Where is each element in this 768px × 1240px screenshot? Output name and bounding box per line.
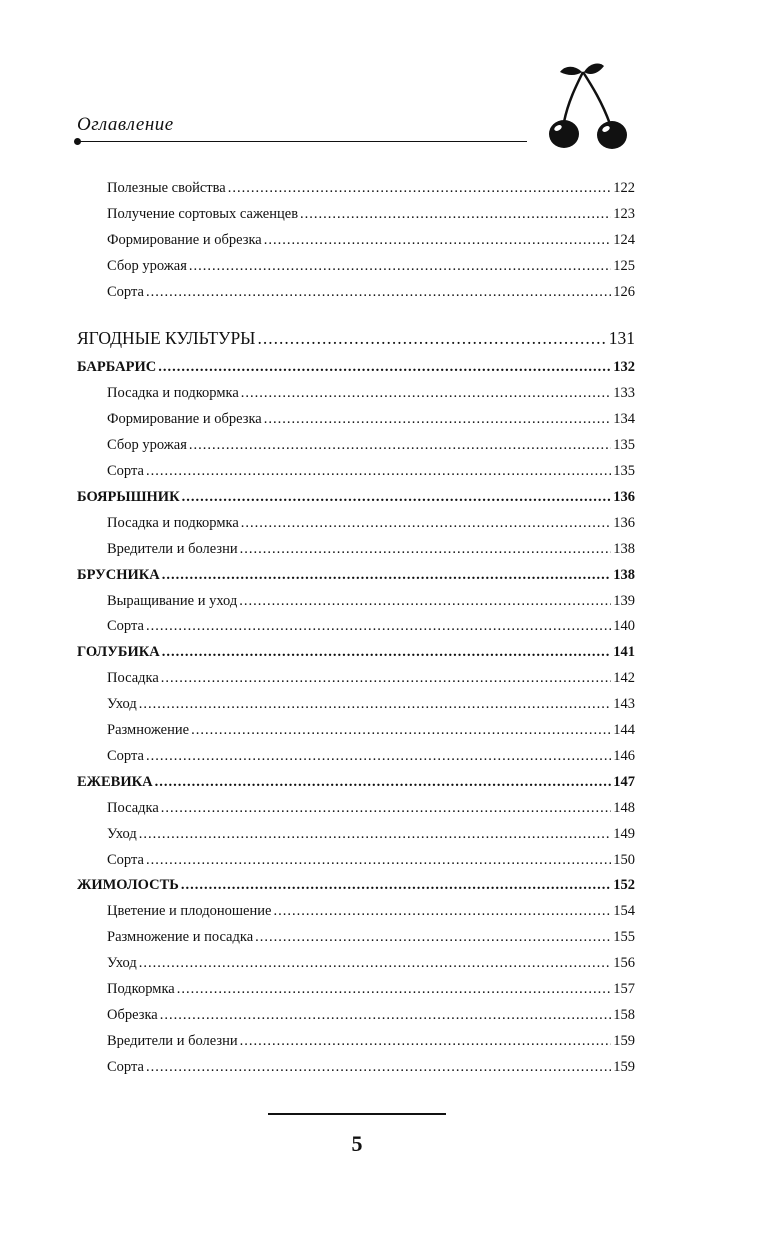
- dot-leader: [177, 977, 612, 1001]
- toc-entry-page: 148: [613, 799, 635, 816]
- toc-entry-page: 126: [613, 283, 635, 300]
- toc-entry: [107, 925, 635, 949]
- dot-leader: [161, 666, 611, 690]
- toc-entry-title: Размножение: [107, 722, 190, 738]
- dot-leader: [146, 459, 611, 483]
- toc-entry-title: БОЯРЫШНИК: [77, 488, 180, 505]
- toc-entry: [107, 822, 635, 846]
- dot-leader: [240, 537, 612, 561]
- toc-entry-title: Выращивание и уход: [107, 592, 238, 609]
- toc-entry-title: Размножение и посадка: [107, 929, 254, 946]
- dot-leader: [239, 589, 611, 613]
- toc-entry-page: 136: [613, 514, 635, 531]
- toc-entry: [77, 770, 635, 794]
- toc-entry-page: 135: [613, 437, 635, 454]
- toc-entry-title: Сорта: [107, 1058, 144, 1075]
- toc-entry-title: Посадка: [107, 670, 159, 687]
- toc-entry: [77, 355, 635, 379]
- toc-entry: [77, 485, 635, 509]
- toc-entry: [107, 1003, 635, 1027]
- toc-entry: [107, 1029, 635, 1053]
- toc-entry-page: 134: [613, 411, 635, 428]
- toc-entry-page: 143: [613, 696, 635, 713]
- toc-entry: [107, 433, 635, 457]
- footer-rule: [268, 1113, 446, 1115]
- toc-entry-page: 141: [613, 644, 635, 661]
- toc-entry: [107, 1055, 635, 1079]
- toc-entry-title: Посадка и подкормка: [107, 514, 239, 531]
- toc-entry-page: 159: [613, 1032, 635, 1049]
- dot-leader: [146, 614, 611, 638]
- toc-entry-page: 125: [613, 257, 635, 274]
- toc-entry-title: Подкормка: [107, 981, 175, 997]
- toc-entry-title: Посадка и подкормка: [107, 385, 239, 402]
- toc-entry-title: Сбор урожая: [107, 257, 187, 274]
- toc-entry-page: 132: [613, 359, 635, 376]
- toc-entry: [107, 459, 635, 483]
- dot-leader: [228, 176, 612, 200]
- dot-leader: [257, 326, 606, 350]
- toc-entry-title: ГОЛУБИКА: [77, 644, 160, 661]
- toc-entry: [107, 977, 635, 1001]
- dot-leader: [155, 770, 612, 794]
- toc-entry-page: 155: [613, 929, 635, 946]
- toc-entry-title: Цветение и плодоношение: [107, 903, 272, 920]
- toc-entry: [107, 899, 635, 923]
- header-rule: [77, 141, 527, 142]
- toc-entry: [77, 563, 635, 587]
- toc-entry: [107, 666, 635, 690]
- toc-entry-title: Уход: [107, 955, 137, 972]
- toc-entry-title: Полезные свойства: [107, 180, 226, 196]
- toc-entry: [107, 951, 635, 975]
- toc-entry-title: Сорта: [107, 747, 144, 764]
- dot-leader: [273, 899, 611, 923]
- dot-leader: [255, 925, 611, 949]
- toc-entry-page: 144: [613, 722, 635, 738]
- toc-entry: [107, 511, 635, 535]
- toc-entry: [107, 744, 635, 768]
- toc-entry-title: БАРБАРИС: [77, 359, 157, 376]
- toc-entry-title: Посадка: [107, 799, 159, 816]
- toc-entry-title: Сбор урожая: [107, 437, 187, 454]
- toc-entry-page: 139: [613, 592, 635, 609]
- toc-entry: [107, 407, 635, 431]
- dot-leader: [162, 640, 612, 664]
- dot-leader: [139, 951, 612, 975]
- toc-entry-page: 147: [613, 773, 635, 790]
- toc-entry: [77, 873, 635, 897]
- toc-entry-page: 158: [613, 1006, 635, 1023]
- toc-entry-page: 124: [613, 231, 635, 248]
- page-number: 5: [351, 1131, 363, 1156]
- dot-leader: [146, 1055, 611, 1079]
- toc-entry: [107, 280, 635, 304]
- toc-entry: [107, 537, 635, 561]
- toc-entry: [107, 692, 635, 716]
- header-rule-dot: [74, 138, 81, 145]
- dot-leader: [146, 848, 611, 872]
- dot-leader: [139, 822, 612, 846]
- toc-entry: [77, 640, 635, 664]
- toc-entry: [77, 326, 635, 350]
- toc-entry-page: 159: [613, 1058, 635, 1075]
- dot-leader: [264, 407, 612, 431]
- toc-entry: [107, 796, 635, 820]
- dot-leader: [189, 433, 611, 457]
- dot-leader: [189, 254, 611, 278]
- toc-entry: [107, 381, 635, 405]
- toc-entry-title: Вредители и болезни: [107, 540, 238, 557]
- dot-leader: [146, 744, 611, 768]
- toc-entry-page: 123: [613, 205, 635, 222]
- toc-entry: [107, 254, 635, 278]
- toc-entry: [107, 228, 635, 252]
- toc-entry-page: 133: [613, 385, 635, 402]
- toc-entry-page: 138: [613, 566, 635, 583]
- dot-leader: [146, 280, 611, 304]
- dot-leader: [241, 381, 611, 405]
- toc-entry-title: Уход: [107, 825, 137, 842]
- toc-entry-title: Сорта: [107, 283, 144, 300]
- toc-entry-page: 156: [613, 955, 635, 972]
- dot-leader: [139, 692, 612, 716]
- toc-entry-page: 146: [613, 747, 635, 764]
- toc-entry-page: 157: [613, 981, 635, 997]
- toc-entry-page: 142: [613, 670, 635, 687]
- toc-entry-page: 140: [613, 618, 635, 635]
- toc-entry-title: Формирование и обрезка: [107, 231, 262, 248]
- toc-entry-title: ЖИМОЛОСТЬ: [77, 877, 179, 894]
- toc-entry-page: 138: [613, 540, 635, 557]
- toc-entry: [107, 718, 635, 742]
- toc-entry: [107, 176, 635, 200]
- dot-leader: [300, 202, 611, 226]
- toc-entry-page: 136: [613, 488, 635, 505]
- toc-entry-page: 135: [613, 463, 635, 479]
- toc-entry-page: 131: [608, 327, 635, 348]
- toc-entry-title: Сорта: [107, 463, 144, 479]
- dot-leader: [191, 718, 611, 742]
- toc-entry-page: 122: [613, 180, 635, 196]
- toc-entry: [107, 589, 635, 613]
- dot-leader: [160, 1003, 612, 1027]
- toc-entry-title: Уход: [107, 696, 137, 713]
- cherry-icon: [540, 56, 640, 156]
- toc-entry: [107, 848, 635, 872]
- toc-entry-title: ЕЖЕВИКА: [77, 773, 153, 790]
- dot-leader: [158, 355, 611, 379]
- dot-leader: [264, 228, 612, 252]
- dot-leader: [241, 511, 611, 535]
- dot-leader: [240, 1029, 612, 1053]
- toc-entry: [107, 202, 635, 226]
- toc-entry-title: Формирование и обрезка: [107, 411, 262, 428]
- dot-leader: [161, 796, 611, 820]
- dot-leader: [181, 873, 611, 897]
- dot-leader: [162, 563, 612, 587]
- toc-entry-page: 149: [613, 825, 635, 842]
- toc-entry: [107, 614, 635, 638]
- toc-entry-title: БРУСНИКА: [77, 566, 160, 583]
- toc-entry-title: Вредители и болезни: [107, 1032, 238, 1049]
- toc-entry-title: ЯГОДНЫЕ КУЛЬТУРЫ: [77, 327, 256, 348]
- toc-entry-title: Получение сортовых саженцев: [107, 205, 299, 222]
- toc-entry-page: 154: [613, 903, 635, 920]
- toc-entry-title: Обрезка: [107, 1006, 158, 1023]
- toc-entry-title: Сорта: [107, 618, 144, 635]
- running-header-title: Оглавление: [77, 114, 174, 135]
- toc-entry-page: 152: [613, 877, 635, 894]
- toc-entry-page: 150: [613, 851, 635, 868]
- toc-entry-title: Сорта: [107, 851, 144, 868]
- dot-leader: [182, 485, 612, 509]
